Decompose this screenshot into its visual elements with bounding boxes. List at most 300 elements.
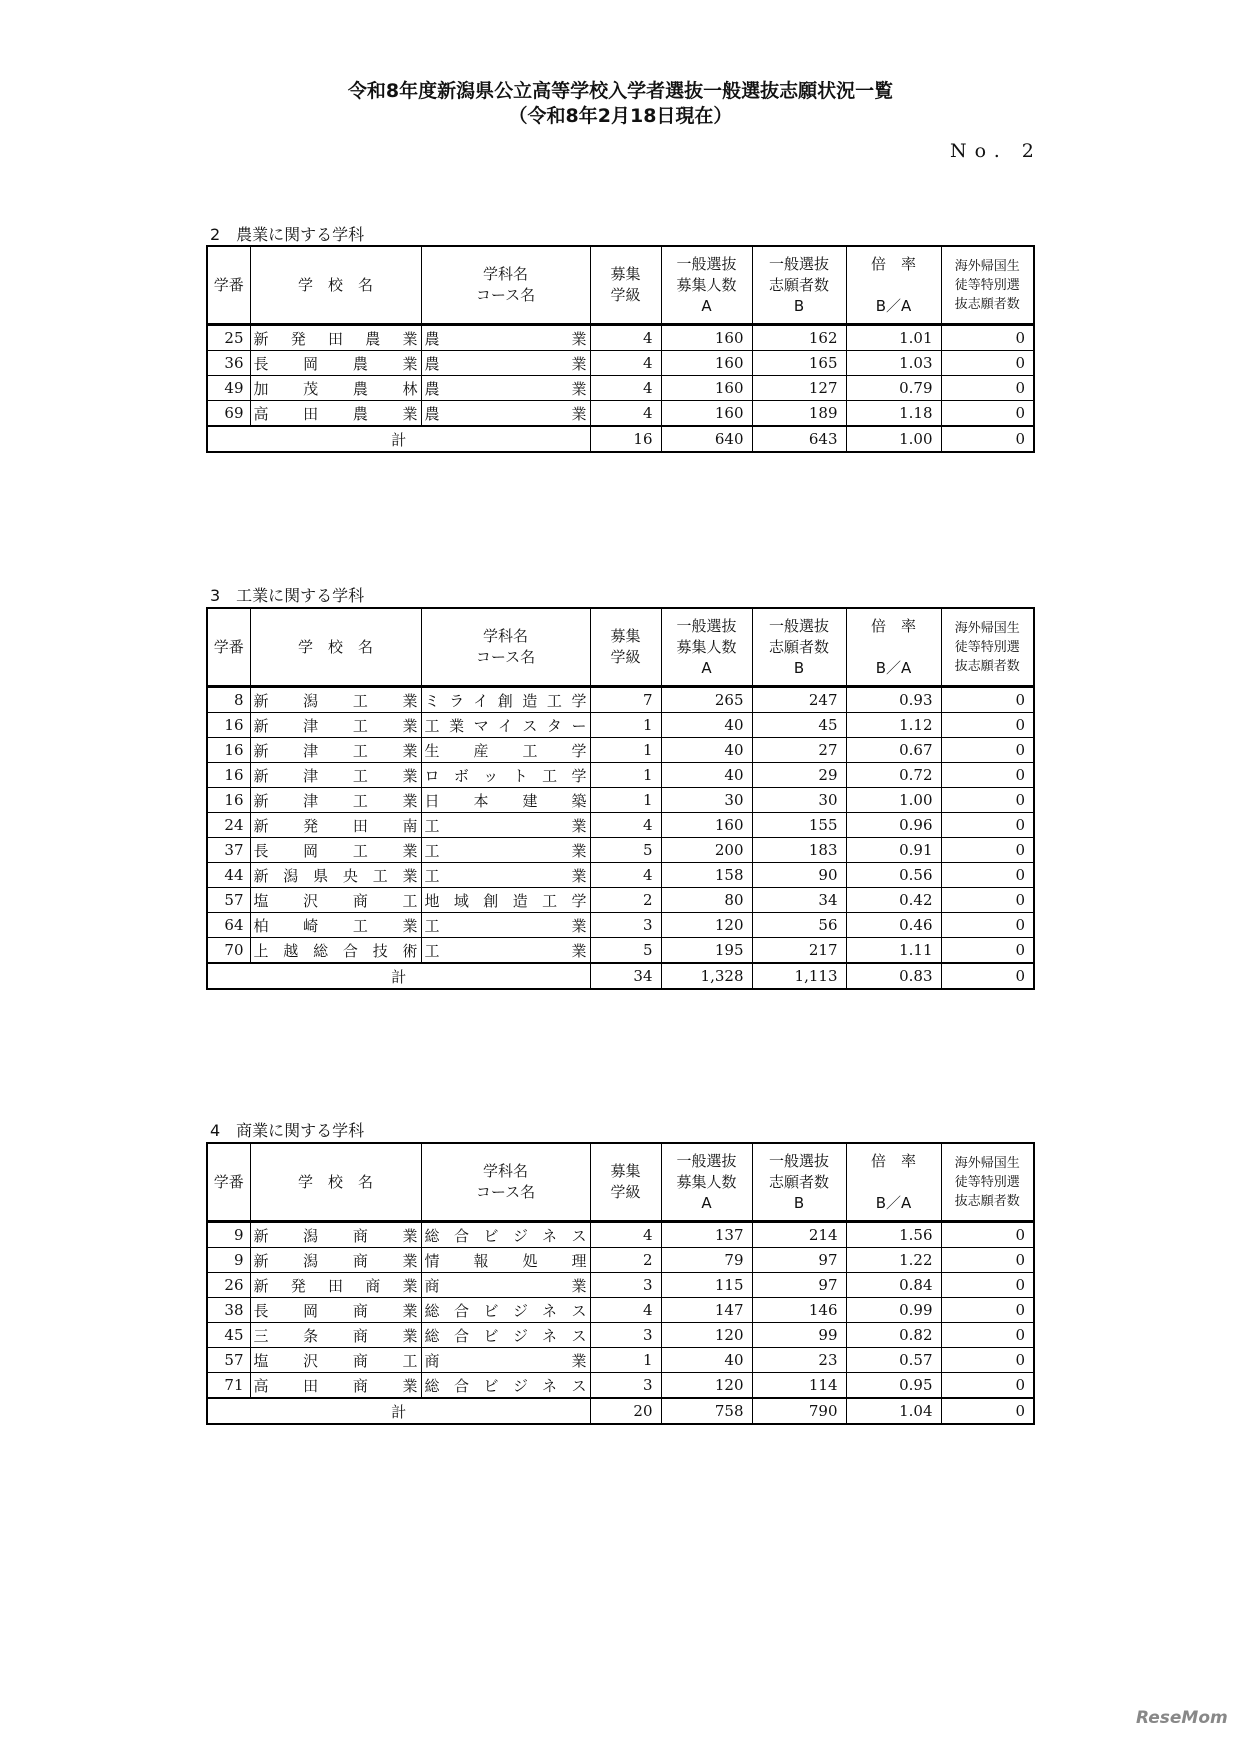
applicants-cell: 214 (752, 1222, 846, 1248)
total-ratio-cell: 1.04 (846, 1398, 941, 1424)
course-name-cell: 工業 (421, 838, 590, 863)
header-course-name (421, 608, 590, 687)
total-ratio-cell: 1.00 (846, 426, 941, 452)
course-name-cell: 情報処理 (421, 1248, 590, 1273)
table-row (207, 1298, 1034, 1323)
header-line: A (701, 1193, 712, 1212)
ratio-cell: 0.67 (846, 738, 941, 763)
applicants-cell: 127 (752, 376, 846, 401)
school-name-cell: 新潟県央工業 (250, 863, 421, 888)
total-returnee-applicants-cell: 0 (941, 963, 1034, 989)
table-row (207, 1222, 1034, 1248)
table-row (207, 738, 1034, 763)
header-ratio (846, 1143, 941, 1222)
ratio-cell: 1.00 (846, 788, 941, 813)
header-line: 志願者数 (768, 637, 829, 656)
ratio-cell: 0.46 (846, 913, 941, 938)
header-school-name: 学 校 名 (250, 246, 421, 325)
header-applicants (752, 246, 846, 325)
quota-cell: 40 (661, 1348, 752, 1373)
classes-cell: 2 (590, 1248, 661, 1273)
header-school-name: 学 校 名 (250, 608, 421, 687)
quota-cell: 200 (661, 838, 752, 863)
quota-cell: 120 (661, 913, 752, 938)
table-row (207, 1373, 1034, 1399)
returnee-applicants-cell: 0 (941, 863, 1034, 888)
applicants-cell: 146 (752, 1298, 846, 1323)
returnee-applicants-cell: 0 (941, 687, 1034, 713)
school-number-cell: 16 (207, 738, 250, 763)
quota-cell: 160 (661, 376, 752, 401)
header-line: B (793, 658, 805, 677)
classes-cell: 1 (590, 1348, 661, 1373)
document-subtitle: （令和8年2月18日現在） (508, 105, 733, 127)
school-number-cell: 16 (207, 763, 250, 788)
applicants-cell: 90 (752, 863, 846, 888)
header-line: 海外帰国生 (954, 620, 1020, 636)
course-name-cell: 商業 (421, 1348, 590, 1373)
classes-cell: 4 (590, 813, 661, 838)
returnee-applicants-cell: 0 (941, 788, 1034, 813)
total-label: 計 (207, 1398, 590, 1424)
course-name-cell: ミライ創造工学 (421, 687, 590, 713)
classes-cell: 3 (590, 1373, 661, 1399)
applicants-cell: 165 (752, 351, 846, 376)
school-name-cell: 塩沢商工 (250, 888, 421, 913)
table-row (207, 713, 1034, 738)
ratio-cell: 0.56 (846, 863, 941, 888)
total-classes-cell: 34 (590, 963, 661, 989)
ratio-cell: 1.12 (846, 713, 941, 738)
school-name-cell: 上越総合技術 (250, 938, 421, 964)
course-name-cell: 工業 (421, 863, 590, 888)
school-number-cell: 45 (207, 1323, 250, 1348)
course-name-cell: 生産工学 (421, 738, 590, 763)
header-line: 学級 (610, 1183, 641, 1201)
header-line (850, 275, 938, 296)
classes-cell: 1 (590, 713, 661, 738)
applicants-cell: 97 (752, 1273, 846, 1298)
ratio-cell: 0.93 (846, 687, 941, 713)
classes-cell: 1 (590, 738, 661, 763)
school-name-cell: 三条商業 (250, 1323, 421, 1348)
header-quota (661, 246, 752, 325)
table-row (207, 788, 1034, 813)
course-name-cell: 日本建築 (421, 788, 590, 813)
resemom-logo: ReseMom (1136, 1708, 1228, 1728)
ratio-cell: 1.01 (846, 325, 941, 351)
ratio-cell: 0.42 (846, 888, 941, 913)
header-line: B (793, 296, 805, 315)
classes-cell: 4 (590, 863, 661, 888)
header-classes (590, 246, 661, 325)
quota-cell: 80 (661, 888, 752, 913)
total-row (207, 1398, 1034, 1424)
header-school-name: 学 校 名 (250, 1143, 421, 1222)
header-school-number: 学番 (207, 608, 250, 687)
classes-cell: 5 (590, 938, 661, 964)
returnee-applicants-cell: 0 (941, 1373, 1034, 1399)
returnee-applicants-cell: 0 (941, 1298, 1034, 1323)
applicants-cell: 56 (752, 913, 846, 938)
applicants-cell: 97 (752, 1248, 846, 1273)
applicants-cell: 155 (752, 813, 846, 838)
classes-cell: 4 (590, 376, 661, 401)
school-number-cell: 38 (207, 1298, 250, 1323)
school-number-cell: 37 (207, 838, 250, 863)
school-name-cell: 新津工業 (250, 763, 421, 788)
header-line: 募集 (610, 265, 641, 283)
total-applicants-cell: 790 (752, 1398, 846, 1424)
header-line: 一般選抜 (676, 254, 737, 273)
applicants-cell: 30 (752, 788, 846, 813)
school-number-cell: 16 (207, 713, 250, 738)
header-line: B／A (875, 1193, 912, 1212)
header-line (850, 1172, 938, 1193)
returnee-applicants-cell: 0 (941, 325, 1034, 351)
returnee-applicants-cell: 0 (941, 763, 1034, 788)
school-name-cell: 長岡商業 (250, 1298, 421, 1323)
course-name-cell: 商業 (421, 1273, 590, 1298)
school-number-cell: 49 (207, 376, 250, 401)
applications-table (206, 245, 1035, 453)
classes-cell: 4 (590, 325, 661, 351)
school-number-cell: 9 (207, 1248, 250, 1273)
school-name-cell: 長岡工業 (250, 838, 421, 863)
ratio-cell: 1.18 (846, 401, 941, 427)
applicants-cell: 34 (752, 888, 846, 913)
applications-table (206, 1142, 1035, 1425)
quota-cell: 160 (661, 351, 752, 376)
header-line: 抜志願者数 (954, 296, 1020, 312)
total-row (207, 963, 1034, 989)
header-line: B (793, 1193, 805, 1212)
table-row (207, 687, 1034, 713)
returnee-applicants-cell: 0 (941, 713, 1034, 738)
header-line: A (701, 658, 712, 677)
school-number-cell: 44 (207, 863, 250, 888)
total-returnee-applicants-cell: 0 (941, 426, 1034, 452)
quota-cell: 137 (661, 1222, 752, 1248)
total-row (207, 426, 1034, 452)
ratio-cell: 0.84 (846, 1273, 941, 1298)
returnee-applicants-cell: 0 (941, 938, 1034, 964)
school-number-cell: 8 (207, 687, 250, 713)
total-classes-cell: 20 (590, 1398, 661, 1424)
ratio-cell: 1.03 (846, 351, 941, 376)
table-row (207, 863, 1034, 888)
header-line (850, 637, 938, 658)
applicants-cell: 29 (752, 763, 846, 788)
section-label: 3 工業に関する学科 (210, 586, 365, 605)
table-row (207, 1348, 1034, 1373)
header-line: 一般選抜 (676, 616, 737, 635)
returnee-applicants-cell: 0 (941, 351, 1034, 376)
header-returnee-applicants (941, 608, 1034, 687)
quota-cell: 147 (661, 1298, 752, 1323)
school-name-cell: 柏崎工業 (250, 913, 421, 938)
header-quota (661, 1143, 752, 1222)
returnee-applicants-cell: 0 (941, 838, 1034, 863)
course-name-cell: 総合ビジネス (421, 1373, 590, 1399)
quota-cell: 79 (661, 1248, 752, 1273)
table-row (207, 1273, 1034, 1298)
header-line: コース名 (475, 1183, 536, 1201)
header-line: 倍 率 (870, 616, 916, 635)
header-line: 海外帰国生 (954, 1155, 1020, 1171)
school-number-cell: 24 (207, 813, 250, 838)
header-line: 徒等特別選 (954, 1174, 1020, 1190)
school-name-cell: 新発田商業 (250, 1273, 421, 1298)
ratio-cell: 0.79 (846, 376, 941, 401)
applicants-cell: 45 (752, 713, 846, 738)
school-number-cell: 64 (207, 913, 250, 938)
classes-cell: 3 (590, 913, 661, 938)
quota-cell: 40 (661, 738, 752, 763)
table-row (207, 763, 1034, 788)
total-classes-cell: 16 (590, 426, 661, 452)
total-applicants-cell: 1,113 (752, 963, 846, 989)
header-ratio (846, 246, 941, 325)
table-row (207, 838, 1034, 863)
classes-cell: 7 (590, 687, 661, 713)
header-line: 募集人数 (676, 1172, 737, 1191)
school-number-cell: 16 (207, 788, 250, 813)
header-line: 志願者数 (768, 275, 829, 294)
header-line: 学科名 (482, 627, 528, 645)
ratio-cell: 0.99 (846, 1298, 941, 1323)
quota-cell: 30 (661, 788, 752, 813)
course-name-cell: 工業 (421, 938, 590, 964)
total-ratio-cell: 0.83 (846, 963, 941, 989)
header-quota (661, 608, 752, 687)
table-row (207, 888, 1034, 913)
school-number-cell: 69 (207, 401, 250, 427)
school-name-cell: 加茂農林 (250, 376, 421, 401)
returnee-applicants-cell: 0 (941, 1222, 1034, 1248)
header-line: 海外帰国生 (954, 258, 1020, 274)
header-line: B／A (875, 658, 912, 677)
header-course-name (421, 1143, 590, 1222)
course-name-cell: 工業 (421, 813, 590, 838)
table-row (207, 813, 1034, 838)
quota-cell: 160 (661, 401, 752, 427)
table-row (207, 325, 1034, 351)
table-row (207, 401, 1034, 427)
header-line: 倍 率 (870, 254, 916, 273)
course-name-cell: 総合ビジネス (421, 1222, 590, 1248)
quota-cell: 265 (661, 687, 752, 713)
applications-table (206, 607, 1035, 990)
header-line: 抜志願者数 (954, 658, 1020, 674)
header-line: 学級 (610, 648, 641, 666)
header-line: 一般選抜 (768, 1151, 829, 1170)
table-row (207, 351, 1034, 376)
school-number-cell: 71 (207, 1373, 250, 1399)
course-name-cell: 農業 (421, 325, 590, 351)
quota-cell: 160 (661, 813, 752, 838)
header-line: 募集 (610, 627, 641, 645)
returnee-applicants-cell: 0 (941, 1273, 1034, 1298)
returnee-applicants-cell: 0 (941, 888, 1034, 913)
header-school-number: 学番 (207, 1143, 250, 1222)
school-name-cell: 新発田南 (250, 813, 421, 838)
header-line: コース名 (475, 648, 536, 666)
header-line: 徒等特別選 (954, 277, 1020, 293)
school-number-cell: 25 (207, 325, 250, 351)
course-name-cell: 工業マイスター (421, 713, 590, 738)
returnee-applicants-cell: 0 (941, 376, 1034, 401)
table-row (207, 1248, 1034, 1273)
applicants-cell: 247 (752, 687, 846, 713)
school-number-cell: 57 (207, 1348, 250, 1373)
school-name-cell: 高田商業 (250, 1373, 421, 1399)
quota-cell: 160 (661, 325, 752, 351)
header-line: 学科名 (482, 1162, 528, 1180)
school-number-cell: 26 (207, 1273, 250, 1298)
ratio-cell: 0.95 (846, 1373, 941, 1399)
total-label: 計 (207, 963, 590, 989)
ratio-cell: 1.22 (846, 1248, 941, 1273)
classes-cell: 4 (590, 1222, 661, 1248)
returnee-applicants-cell: 0 (941, 738, 1034, 763)
school-name-cell: 塩沢商工 (250, 1348, 421, 1373)
school-name-cell: 新潟商業 (250, 1248, 421, 1273)
course-name-cell: 総合ビジネス (421, 1323, 590, 1348)
quota-cell: 120 (661, 1373, 752, 1399)
quota-cell: 158 (661, 863, 752, 888)
returnee-applicants-cell: 0 (941, 1323, 1034, 1348)
returnee-applicants-cell: 0 (941, 913, 1034, 938)
classes-cell: 3 (590, 1323, 661, 1348)
ratio-cell: 1.11 (846, 938, 941, 964)
table-row (207, 1323, 1034, 1348)
school-name-cell: 新津工業 (250, 738, 421, 763)
classes-cell: 5 (590, 838, 661, 863)
classes-cell: 4 (590, 351, 661, 376)
header-line: 学科名 (482, 265, 528, 283)
quota-cell: 195 (661, 938, 752, 964)
applicants-cell: 99 (752, 1323, 846, 1348)
section-label: 2 農業に関する学科 (210, 225, 365, 244)
header-line: 募集人数 (676, 637, 737, 656)
school-name-cell: 新潟工業 (250, 687, 421, 713)
header-line: 募集 (610, 1162, 641, 1180)
applicants-cell: 217 (752, 938, 846, 964)
quota-cell: 120 (661, 1323, 752, 1348)
course-name-cell: 総合ビジネス (421, 1298, 590, 1323)
header-course-name (421, 246, 590, 325)
ratio-cell: 0.72 (846, 763, 941, 788)
quota-cell: 40 (661, 713, 752, 738)
header-line: 倍 率 (870, 1151, 916, 1170)
school-name-cell: 新発田農業 (250, 325, 421, 351)
quota-cell: 115 (661, 1273, 752, 1298)
header-line: 一般選抜 (768, 616, 829, 635)
header-returnee-applicants (941, 1143, 1034, 1222)
applicants-cell: 114 (752, 1373, 846, 1399)
applicants-cell: 27 (752, 738, 846, 763)
ratio-cell: 0.82 (846, 1323, 941, 1348)
applicants-cell: 162 (752, 325, 846, 351)
header-line: A (701, 296, 712, 315)
returnee-applicants-cell: 0 (941, 1348, 1034, 1373)
school-number-cell: 9 (207, 1222, 250, 1248)
header-classes (590, 1143, 661, 1222)
header-line: 一般選抜 (768, 254, 829, 273)
school-name-cell: 高田農業 (250, 401, 421, 427)
returnee-applicants-cell: 0 (941, 401, 1034, 427)
course-name-cell: 工業 (421, 913, 590, 938)
header-line: 抜志願者数 (954, 1193, 1020, 1209)
course-name-cell: ロボット工学 (421, 763, 590, 788)
returnee-applicants-cell: 0 (941, 1248, 1034, 1273)
header-applicants (752, 1143, 846, 1222)
header-line: コース名 (475, 286, 536, 304)
school-name-cell: 新津工業 (250, 713, 421, 738)
total-returnee-applicants-cell: 0 (941, 1398, 1034, 1424)
applicants-cell: 189 (752, 401, 846, 427)
applicants-cell: 183 (752, 838, 846, 863)
document-title: 令和8年度新潟県公立高等学校入学者選抜一般選抜志願状況一覧 (347, 80, 894, 102)
header-line: 徒等特別選 (954, 639, 1020, 655)
quota-cell: 40 (661, 763, 752, 788)
classes-cell: 2 (590, 888, 661, 913)
header-line: 募集人数 (676, 275, 737, 294)
classes-cell: 1 (590, 788, 661, 813)
ratio-cell: 0.57 (846, 1348, 941, 1373)
header-school-number: 学番 (207, 246, 250, 325)
classes-cell: 3 (590, 1273, 661, 1298)
course-name-cell: 農業 (421, 401, 590, 427)
total-quota-cell: 1,328 (661, 963, 752, 989)
returnee-applicants-cell: 0 (941, 813, 1034, 838)
table-row (207, 938, 1034, 964)
course-name-cell: 農業 (421, 351, 590, 376)
total-applicants-cell: 643 (752, 426, 846, 452)
course-name-cell: 農業 (421, 376, 590, 401)
school-number-cell: 70 (207, 938, 250, 964)
classes-cell: 4 (590, 1298, 661, 1323)
total-quota-cell: 758 (661, 1398, 752, 1424)
applicants-cell: 23 (752, 1348, 846, 1373)
header-line: 一般選抜 (676, 1151, 737, 1170)
classes-cell: 4 (590, 401, 661, 427)
header-line: B／A (875, 296, 912, 315)
header-applicants (752, 608, 846, 687)
school-name-cell: 長岡農業 (250, 351, 421, 376)
ratio-cell: 0.91 (846, 838, 941, 863)
header-line: 学級 (610, 286, 641, 304)
ratio-cell: 0.96 (846, 813, 941, 838)
section-label: 4 商業に関する学科 (210, 1121, 365, 1140)
header-returnee-applicants (941, 246, 1034, 325)
ratio-cell: 1.56 (846, 1222, 941, 1248)
school-name-cell: 新津工業 (250, 788, 421, 813)
header-ratio (846, 608, 941, 687)
course-name-cell: 地域創造工学 (421, 888, 590, 913)
header-line: 志願者数 (768, 1172, 829, 1191)
school-name-cell: 新潟商業 (250, 1222, 421, 1248)
classes-cell: 1 (590, 763, 661, 788)
table-row (207, 376, 1034, 401)
total-label: 計 (207, 426, 590, 452)
total-quota-cell: 640 (661, 426, 752, 452)
header-classes (590, 608, 661, 687)
page-number: No. 2 (950, 140, 1042, 162)
table-row (207, 913, 1034, 938)
school-number-cell: 57 (207, 888, 250, 913)
